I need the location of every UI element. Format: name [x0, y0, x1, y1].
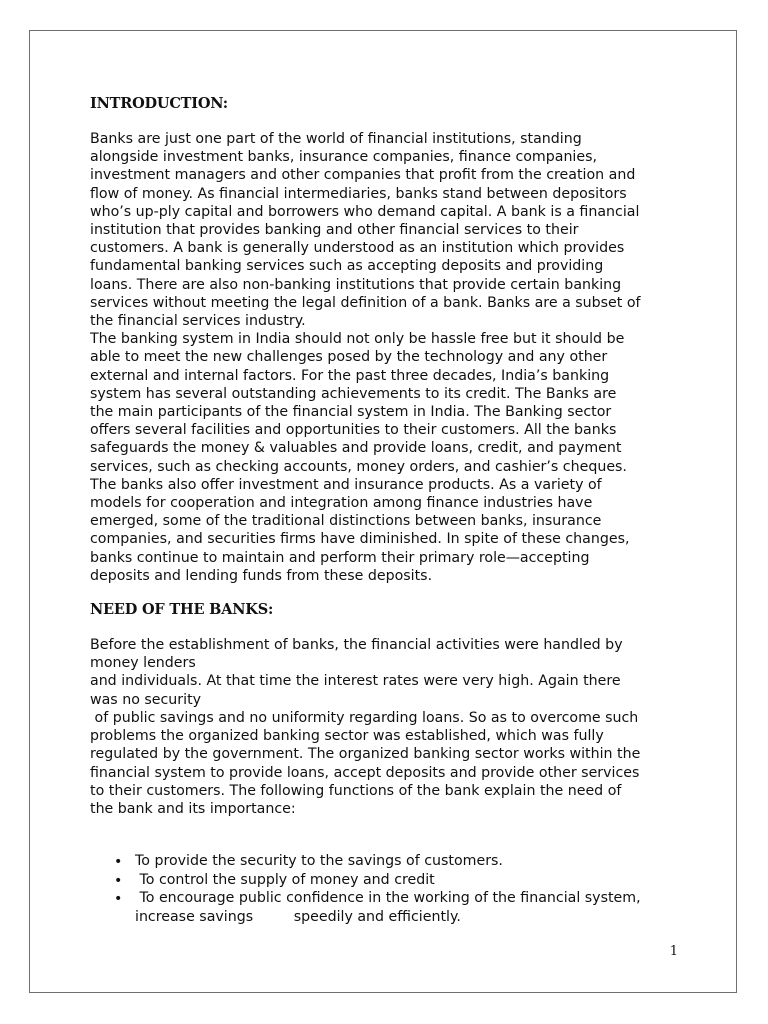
- paragraph-line: institution that provides banking and other financial services to their: [90, 222, 579, 239]
- paragraph-line: system has several outstanding achievements to its credit. The Banks are: [90, 385, 617, 402]
- bullet-item: [90, 871, 682, 890]
- paragraph-line: loans. There are also non-banking institutions that provide certain banking: [90, 276, 622, 293]
- section-heading-need-of-banks: NEED OF THE BANKS:: [90, 601, 274, 619]
- paragraph-line: able to meet the new challenges posed by the technology and any other: [90, 349, 608, 366]
- bullet-text: To control the supply of money and credit: [135, 871, 435, 888]
- bullet-icon: •: [114, 854, 123, 871]
- paragraph-line: regulated by the government. The organized banking sector works within the: [90, 746, 641, 763]
- bullet-item: [90, 852, 682, 871]
- paragraph-line: services without meeting the legal definition of a bank. Banks are a subset of: [90, 294, 641, 311]
- paragraph-line: money lenders: [90, 655, 196, 672]
- paragraph-line: financial system to provide loans, accept deposits and provide other services: [90, 764, 640, 781]
- paragraph-line: problems the organized banking sector was established, which was fully: [90, 728, 604, 745]
- paragraph-line: fundamental banking services such as accepting deposits and providing: [90, 258, 604, 275]
- paragraph-line: models for cooperation and integration among finance industries have: [90, 495, 593, 512]
- paragraph-line: to their customers. The following functions of the bank explain the need of: [90, 782, 622, 799]
- introduction-paragraph: [90, 130, 682, 585]
- bullet-text: increase savings speedily and efficiently.: [135, 908, 461, 925]
- document-page: [29, 30, 737, 993]
- paragraph-line: who’s up-ply capital and borrowers who demand capital. A bank is a financial: [90, 203, 640, 220]
- page-number: 1: [669, 944, 678, 959]
- paragraph-line: was no security: [90, 691, 202, 708]
- paragraph-line: safeguards the money & valuables and provide loans, credit, and payment: [90, 440, 622, 457]
- paragraph-line: The banks also offer investment and insurance products. As a variety of: [90, 476, 602, 493]
- need-of-banks-paragraph: [90, 636, 682, 818]
- paragraph-line: of public savings and no uniformity regarding loans. So as to overcome such: [90, 709, 639, 726]
- section-heading-introduction: INTRODUCTION:: [90, 95, 228, 112]
- paragraph-line: offers several facilities and opportunities to their customers. All the banks: [90, 422, 617, 439]
- paragraph-line: investment managers and other companies that profit from the creation and: [90, 167, 636, 184]
- paragraph-line: and individuals. At that time the interest rates were very high. Again there: [90, 673, 621, 690]
- paragraph-line: companies, and securities firms have diminished. In spite of these changes,: [90, 531, 630, 548]
- bullet-text: To encourage public confidence in the working of the financial system,: [135, 890, 641, 907]
- paragraph-line: Banks are just one part of the world of financial institutions, standing: [90, 131, 582, 147]
- paragraph-line: customers. A bank is generally understood as an institution which provides: [90, 240, 625, 257]
- bullet-text: To provide the security to the savings of customers.: [135, 853, 503, 870]
- paragraph-line: deposits and lending funds from these deposits.: [90, 567, 433, 584]
- paragraph-line: The banking system in India should not only be hassle free but it should be: [90, 331, 625, 348]
- paragraph-line: flow of money. As financial intermediaries, banks stand between depositors: [90, 185, 627, 202]
- paragraph-line: the bank and its importance:: [90, 800, 296, 817]
- paragraph-line: emerged, some of the traditional distinctions between banks, insurance: [90, 513, 602, 530]
- paragraph-line: external and internal factors. For the past three decades, India’s banking: [90, 367, 610, 384]
- bullet-icon: •: [114, 872, 123, 889]
- bullet-item: [90, 889, 682, 926]
- bullet-icon: •: [114, 891, 123, 908]
- functions-bullet-list: [90, 852, 682, 926]
- paragraph-line: the main participants of the financial system in India. The Banking sector: [90, 404, 612, 421]
- page-content: [90, 95, 682, 926]
- paragraph-line: alongside investment banks, insurance companies, finance companies,: [90, 149, 598, 166]
- paragraph-line: Before the establishment of banks, the financial activities were handled by: [90, 637, 623, 654]
- paragraph-line: banks continue to maintain and perform their primary role—accepting: [90, 549, 590, 566]
- paragraph-line: the financial services industry.: [90, 313, 306, 330]
- paragraph-line: services, such as checking accounts, money orders, and cashier’s cheques.: [90, 458, 627, 475]
